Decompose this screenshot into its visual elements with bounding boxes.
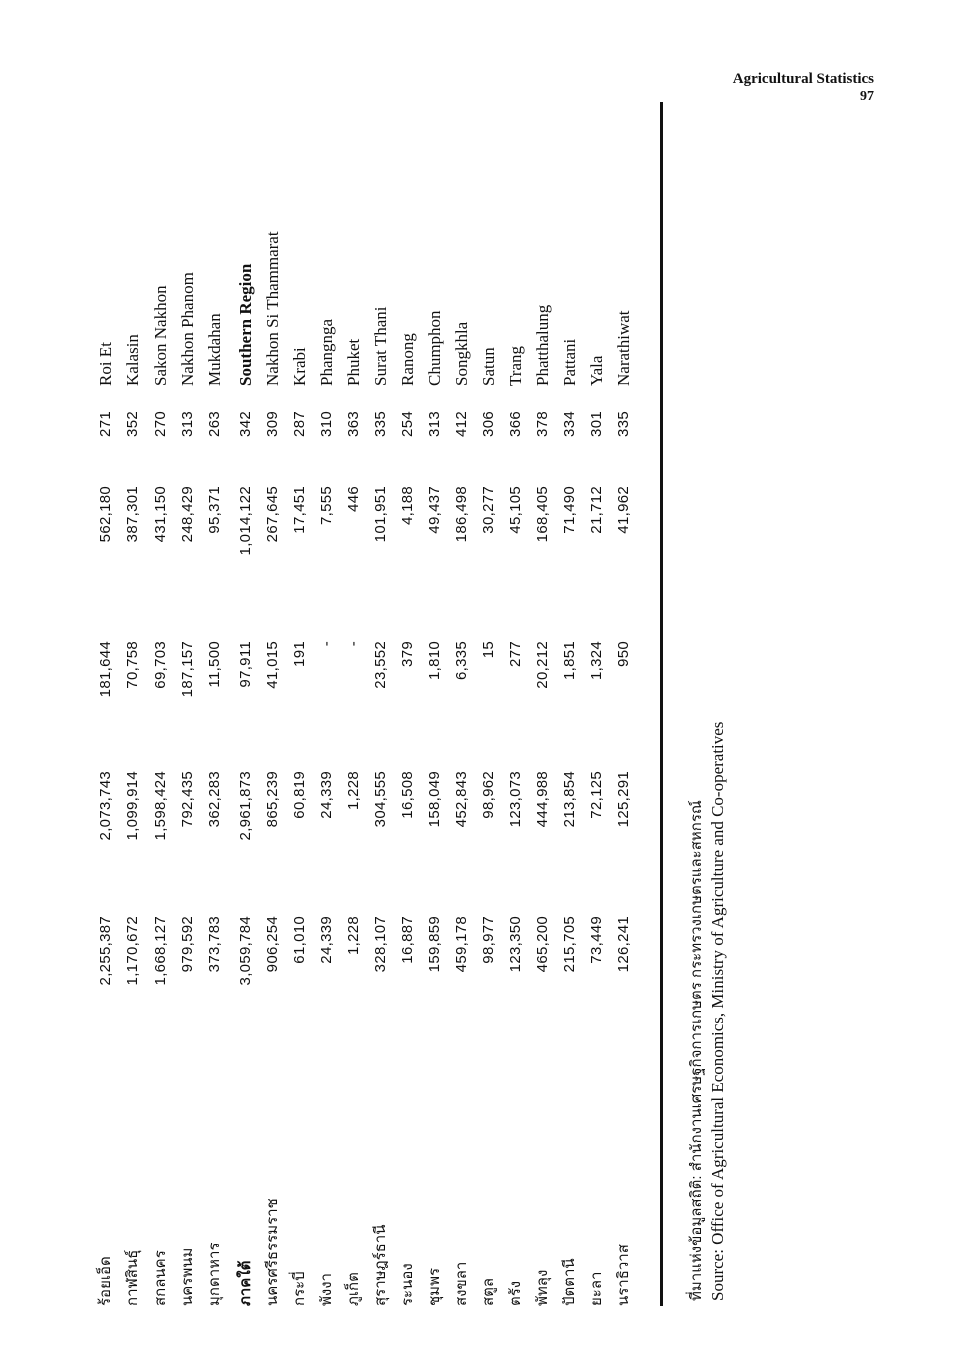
english-province-label: Surat Thani — [371, 306, 390, 386]
value-col-3: 41,015 — [264, 641, 281, 689]
table-row — [287, 0, 313, 1361]
value-col-2: 362,283 — [206, 771, 223, 828]
table-row — [341, 0, 367, 1361]
value-col-4: 387,301 — [124, 486, 141, 543]
value-col-2: 158,049 — [426, 771, 443, 828]
value-col-2: 865,239 — [264, 771, 281, 828]
value-col-5: 306 — [480, 411, 497, 437]
value-col-5: 309 — [264, 411, 281, 437]
value-col-2: 125,291 — [615, 771, 632, 828]
table-row — [120, 0, 146, 1361]
table-row — [395, 0, 421, 1361]
thai-province-label: ภาคใต้ — [237, 1260, 254, 1306]
english-province-label: Phatthalung — [533, 304, 552, 386]
english-province-label: Phangnga — [317, 318, 336, 386]
thai-province-label: ร้อยเอ็ด — [97, 1256, 114, 1306]
value-col-3: 69,703 — [152, 641, 169, 689]
thai-province-label: นครพนม — [179, 1247, 196, 1306]
value-col-2: 1,099,914 — [124, 771, 141, 841]
table-row — [368, 0, 394, 1361]
value-col-2: 792,435 — [179, 771, 196, 828]
value-col-5: 270 — [152, 411, 169, 437]
value-col-2: 1,598,424 — [152, 771, 169, 841]
table-row — [449, 0, 475, 1361]
english-province-label: Ranong — [398, 333, 417, 386]
value-col-1: 159,859 — [426, 916, 443, 973]
value-col-2: 2,073,743 — [97, 771, 114, 841]
value-col-2: 60,819 — [291, 771, 308, 819]
english-province-label: Nakhon Si Thammarat — [263, 231, 282, 386]
value-col-1: 2,255,387 — [97, 916, 114, 986]
value-col-4: 248,429 — [179, 486, 196, 543]
value-col-5: 412 — [453, 411, 470, 437]
value-col-5: 301 — [588, 411, 605, 437]
value-col-1: 906,254 — [264, 916, 281, 973]
value-col-2: 98,962 — [480, 771, 497, 819]
value-col-2: 16,508 — [399, 771, 416, 819]
value-col-3: 97,911 — [237, 641, 254, 688]
value-col-3: 70,758 — [124, 641, 141, 689]
value-col-5: 310 — [318, 411, 335, 437]
table-row — [314, 0, 340, 1361]
english-province-label: Yala — [587, 355, 606, 386]
table-row — [557, 0, 583, 1361]
value-col-1: 373,783 — [206, 916, 223, 973]
value-col-2: 123,073 — [507, 771, 524, 828]
english-province-label: Mukdahan — [205, 313, 224, 386]
value-col-1: 215,705 — [561, 916, 578, 973]
value-col-3: 1,810 — [426, 641, 443, 681]
value-col-2: 72,125 — [588, 771, 605, 819]
value-col-4: 17,451 — [291, 486, 308, 534]
value-col-1: 979,592 — [179, 916, 196, 973]
value-col-3: - — [345, 641, 362, 647]
value-col-2: 24,339 — [318, 771, 335, 819]
value-col-5: 342 — [237, 411, 254, 437]
thai-province-label: ปัตตานี — [561, 1258, 578, 1306]
value-col-5: 335 — [372, 411, 389, 437]
english-province-label: Nakhon Phanom — [178, 272, 197, 386]
value-col-2: 2,961,873 — [237, 771, 254, 841]
value-col-2: 1,228 — [345, 771, 362, 811]
value-col-3: 20,212 — [534, 641, 551, 689]
source-note-thai: ที่มาแห่งข้อมูลสถิติ: สำนักงานเศรษฐกิจการเกษตร กระทรวงเกษตรและสหกรณ์ — [688, 800, 705, 1301]
value-col-4: 101,951 — [372, 486, 389, 543]
table-row — [611, 0, 637, 1361]
value-col-4: 7,555 — [318, 486, 335, 526]
value-col-1: 465,200 — [534, 916, 551, 973]
value-col-5: 352 — [124, 411, 141, 437]
value-col-3: 277 — [507, 641, 524, 667]
thai-province-label: สกลนคร — [152, 1250, 169, 1306]
value-col-3: 187,157 — [179, 641, 196, 698]
value-col-5: 335 — [615, 411, 632, 437]
thai-province-label: กาฬสินธุ์ — [124, 1249, 141, 1306]
thai-province-label: ภูเก็ต — [345, 1272, 362, 1306]
value-col-1: 1,228 — [345, 916, 362, 956]
value-col-4: 562,180 — [97, 486, 114, 543]
value-col-5: 287 — [291, 411, 308, 437]
value-col-3: 1,851 — [561, 641, 578, 681]
value-col-5: 263 — [206, 411, 223, 437]
thai-province-label: ระนอง — [399, 1263, 416, 1306]
table-row — [530, 0, 556, 1361]
value-col-5: 366 — [507, 411, 524, 437]
english-province-label: Pattani — [560, 338, 579, 386]
value-col-1: 328,107 — [372, 916, 389, 973]
value-col-5: 254 — [399, 411, 416, 437]
value-col-4: 49,437 — [426, 486, 443, 534]
value-col-1: 126,241 — [615, 916, 632, 973]
thai-province-label: พัทลุง — [534, 1269, 551, 1306]
value-col-2: 444,988 — [534, 771, 551, 828]
value-col-3: - — [318, 641, 335, 647]
english-province-label: Chumphon — [425, 310, 444, 386]
table-row — [202, 0, 228, 1361]
thai-province-label: ตรัง — [507, 1280, 524, 1306]
table-row — [93, 0, 119, 1361]
table-row — [422, 0, 448, 1361]
table-row — [233, 0, 259, 1361]
value-col-4: 21,712 — [588, 486, 605, 534]
value-col-3: 379 — [399, 641, 416, 667]
value-col-5: 313 — [426, 411, 443, 437]
thai-province-label: สตูล — [480, 1277, 497, 1306]
english-province-label: Narathiwat — [614, 310, 633, 386]
value-col-1: 3,059,784 — [237, 916, 254, 986]
value-col-3: 15 — [480, 641, 497, 659]
value-col-3: 1,324 — [588, 641, 605, 681]
value-col-3: 950 — [615, 641, 632, 667]
value-col-4: 1,014,122 — [237, 486, 254, 556]
table-row — [148, 0, 174, 1361]
value-col-5: 334 — [561, 411, 578, 437]
english-province-label: Songkhla — [452, 321, 471, 386]
thai-province-label: พังงา — [318, 1273, 335, 1306]
table-row — [175, 0, 201, 1361]
page-number: 97 — [860, 89, 874, 104]
value-col-4: 95,371 — [206, 486, 223, 534]
value-col-3: 181,644 — [97, 641, 114, 698]
value-col-2: 304,555 — [372, 771, 389, 828]
thai-province-label: สุราษฎร์ธานี — [372, 1224, 389, 1306]
value-col-1: 16,887 — [399, 916, 416, 964]
value-col-5: 363 — [345, 411, 362, 437]
value-col-4: 4,188 — [399, 486, 416, 526]
value-col-4: 431,150 — [152, 486, 169, 543]
english-province-label: Phuket — [344, 338, 363, 386]
english-province-label: Trang — [506, 346, 525, 386]
thai-province-label: กระบี่ — [291, 1271, 308, 1306]
value-col-3: 23,552 — [372, 641, 389, 689]
english-province-label: Roi Et — [96, 342, 115, 386]
table-bottom-rule — [660, 102, 663, 1306]
thai-province-label: สงขลา — [453, 1261, 470, 1306]
table-row — [584, 0, 610, 1361]
value-col-5: 378 — [534, 411, 551, 437]
value-col-5: 313 — [179, 411, 196, 437]
value-col-4: 71,490 — [561, 486, 578, 534]
value-col-2: 213,854 — [561, 771, 578, 828]
value-col-4: 168,405 — [534, 486, 551, 543]
publication-title: Agricultural Statistics — [732, 71, 874, 87]
thai-province-label: ยะลา — [588, 1271, 605, 1306]
value-col-5: 271 — [97, 411, 114, 437]
english-province-label: Krabi — [290, 347, 309, 386]
value-col-4: 41,962 — [615, 486, 632, 534]
value-col-3: 11,500 — [206, 641, 223, 688]
english-province-label: Satun — [479, 347, 498, 386]
english-province-label: Kalasin — [123, 334, 142, 386]
thai-province-label: นครศรีธรรมราช — [264, 1198, 281, 1306]
thai-province-label: ชุมพร — [426, 1267, 443, 1306]
english-province-label: Southern Region — [236, 263, 255, 386]
table-row — [476, 0, 502, 1361]
value-col-1: 1,668,127 — [152, 916, 169, 986]
value-col-3: 191 — [291, 641, 308, 667]
value-col-4: 30,277 — [480, 486, 497, 534]
value-col-1: 1,170,672 — [124, 916, 141, 986]
value-col-1: 73,449 — [588, 916, 605, 964]
english-province-label: Sakon Nakhon — [151, 285, 170, 386]
value-col-4: 45,105 — [507, 486, 524, 534]
value-col-1: 459,178 — [453, 916, 470, 973]
thai-province-label: มุกดาหาร — [206, 1242, 223, 1306]
table-row — [260, 0, 286, 1361]
value-col-4: 186,498 — [453, 486, 470, 543]
table-row — [503, 0, 529, 1361]
value-col-2: 452,843 — [453, 771, 470, 828]
value-col-1: 123,350 — [507, 916, 524, 973]
value-col-4: 267,645 — [264, 486, 281, 543]
value-col-1: 24,339 — [318, 916, 335, 964]
value-col-4: 446 — [345, 486, 362, 512]
source-note-english: Source: Office of Agricultural Economics, Ministry of Agriculture and Co-operatives — [708, 721, 727, 1301]
value-col-1: 61,010 — [291, 916, 308, 964]
thai-province-label: นราธิวาส — [615, 1244, 632, 1306]
value-col-3: 6,335 — [453, 641, 470, 681]
value-col-1: 98,977 — [480, 916, 497, 964]
